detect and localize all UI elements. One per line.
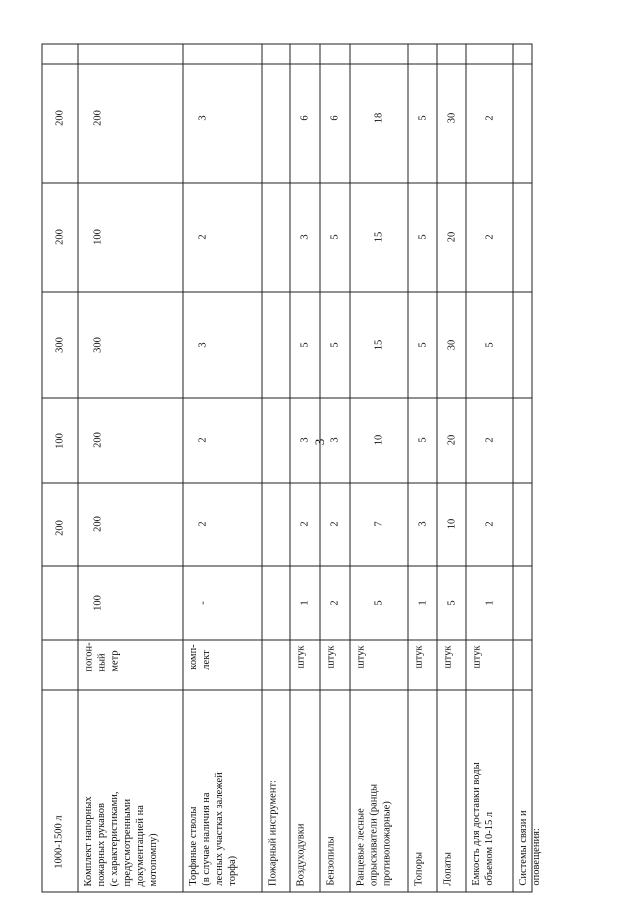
row-value: 2 (329, 600, 341, 606)
row-unit-line: штук (471, 645, 482, 669)
row-value: 5 (417, 234, 428, 240)
row-value: 30 (446, 112, 457, 124)
row-name-line: Лопаты (442, 852, 453, 886)
row-name-line: (в случае наличия на (201, 792, 212, 886)
header-col-value: 200 (54, 110, 66, 126)
row-value: 5 (329, 342, 341, 348)
row-value: 2 (484, 234, 495, 240)
row-value: 5 (329, 234, 341, 240)
table-border (42, 44, 532, 892)
row-value: 15 (373, 231, 385, 243)
row-unit-line: метр (109, 650, 120, 672)
row-name-line: Ранцевые лесные (355, 808, 366, 886)
row-name-line: Воздуходувки (295, 823, 306, 886)
row-value: 5 (417, 437, 428, 443)
row-name-line: Торфяные стволы (188, 806, 199, 886)
row-unit-line: лект (201, 650, 212, 670)
row-name-line: мотопомпу) (148, 832, 159, 886)
row-name (412, 852, 425, 886)
row-name-line: Системы связи и (518, 810, 529, 886)
row-value: 20 (446, 231, 457, 243)
header-group-label: 1000-1500 л (53, 815, 65, 869)
row-name-line: противопожарные) (381, 801, 392, 886)
header-col-value: 200 (54, 229, 66, 245)
row-value: 20 (446, 434, 457, 446)
header-col-value: 300 (54, 337, 66, 353)
row-value: - (197, 601, 209, 605)
header-col-value: 100 (54, 433, 66, 449)
row-unit (470, 646, 483, 669)
row-value: 2 (484, 437, 495, 443)
row-unit-line: штук (295, 645, 306, 669)
row-value: 2 (484, 521, 495, 527)
row-value: 10 (446, 518, 457, 530)
row-value: 6 (329, 115, 341, 121)
row-value: 2 (299, 521, 311, 527)
row-unit-line: штук (413, 645, 424, 669)
row-name (187, 773, 239, 887)
row-value: 10 (373, 434, 385, 446)
row-name-line: лесных участках залежей (214, 772, 225, 886)
row-name (441, 852, 454, 886)
row-name (294, 823, 307, 886)
row-name-line: оповещения: (531, 828, 542, 886)
row-value: 200 (92, 110, 104, 126)
row-value: 18 (373, 112, 385, 124)
row-value: 1 (484, 600, 495, 606)
row-value: 5 (417, 342, 428, 348)
row-name-line: Емкость для доставки воды (471, 762, 482, 886)
row-value: 2 (484, 115, 495, 121)
row-unit-line: погон- (83, 642, 94, 672)
row-name-line: пожарных рукавов (96, 802, 107, 886)
row-name (324, 837, 337, 886)
page-number: 3 (312, 438, 327, 446)
row-name (354, 784, 393, 886)
row-value: 3 (197, 342, 209, 348)
row-unit-line: штук (355, 645, 366, 669)
row-unit (187, 644, 213, 669)
row-value: 2 (329, 521, 341, 527)
row-name-line: Пожарный инструмент: (267, 780, 278, 886)
row-value: 2 (197, 234, 209, 240)
row-unit-line: штук (325, 645, 336, 669)
row-value: 5 (299, 342, 311, 348)
row-value: 6 (299, 115, 311, 121)
row-unit (354, 646, 367, 669)
row-value: 300 (92, 337, 104, 353)
row-value: 200 (92, 432, 104, 448)
row-value: 7 (373, 521, 385, 527)
row-value: 3 (417, 521, 428, 527)
row-value: 3 (197, 115, 209, 121)
row-value: 5 (446, 600, 457, 606)
row-value: 3 (299, 437, 311, 443)
row-name-line: предусмотренными (122, 798, 133, 886)
header-col-value: 200 (54, 520, 66, 536)
row-value: 5 (484, 342, 495, 348)
row-name (470, 763, 496, 886)
row-name-line: Бензопилы (325, 836, 336, 886)
row-unit-line: комп- (188, 644, 199, 670)
row-name-line: опрыскиватели (ранцы (368, 783, 379, 886)
row-value: 5 (373, 600, 385, 606)
row-name-line: торфа) (227, 856, 238, 886)
row-value: 1 (417, 600, 428, 606)
row-value: 2 (197, 521, 209, 527)
row-name-line: объемом 10-15 л (484, 812, 495, 886)
row-unit (441, 646, 454, 669)
row-unit (412, 646, 425, 669)
row-value: 200 (92, 516, 104, 532)
row-value: 30 (446, 339, 457, 351)
row-unit (324, 646, 337, 669)
row-name-line: документацией на (135, 804, 146, 886)
row-value: 5 (417, 115, 428, 121)
row-value: 3 (299, 234, 311, 240)
row-unit-line: штук (442, 645, 453, 669)
row-unit (82, 642, 121, 671)
row-name-line: Комплект напорных (83, 795, 94, 886)
row-value: 1 (299, 600, 311, 606)
row-name-line: (с характеристиками, (109, 791, 120, 886)
row-value: 100 (92, 595, 104, 611)
row-unit (294, 646, 307, 669)
row-value: 3 (329, 437, 341, 443)
row-value: 100 (92, 229, 104, 245)
row-value: 2 (197, 437, 209, 443)
row-name (82, 791, 160, 886)
row-name (517, 811, 543, 886)
row-value: 15 (373, 339, 385, 351)
row-unit-line: ный (96, 653, 107, 672)
row-name-line: Топоры (413, 851, 424, 886)
row-name (266, 780, 279, 886)
